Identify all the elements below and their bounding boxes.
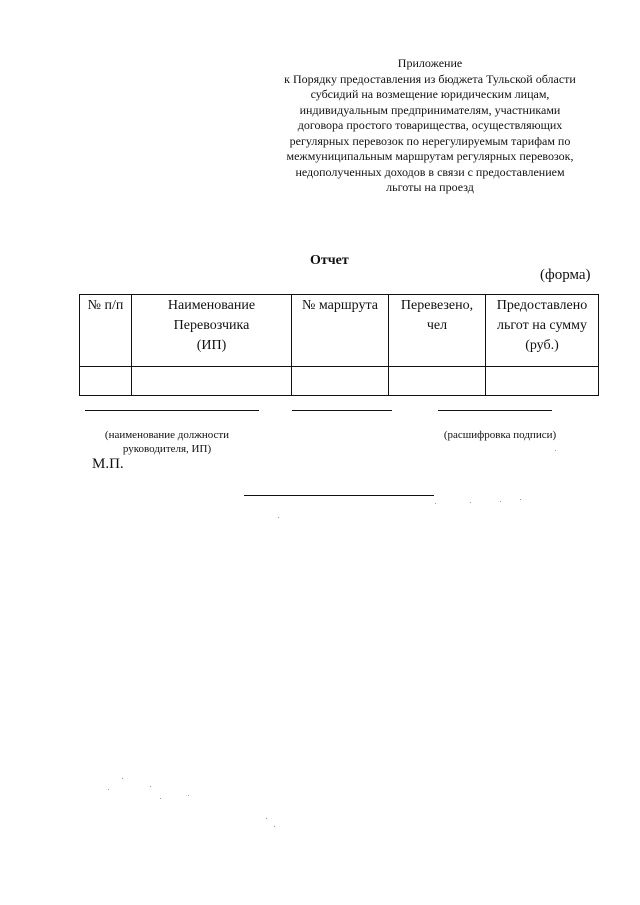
column-header-passengers: Перевезено, чел: [389, 295, 486, 367]
position-caption: (наименование должности руководителя, ИП): [104, 429, 230, 455]
table-cell[interactable]: [389, 367, 486, 396]
scan-speck: [122, 778, 123, 779]
appendix-line: субсидий на возмещение юридическим лицам,: [310, 87, 550, 101]
column-header-benefit-amount: Предоставлено льгот на сумму (руб.): [486, 295, 599, 367]
scan-speck: [278, 517, 279, 518]
appendix-line: к Порядку предоставления из бюджета Тульской области: [284, 71, 576, 86]
appendix-line: регулярных перевозок по нерегулируемым тарифам по: [289, 133, 571, 148]
report-title: Отчет: [310, 253, 349, 268]
table-cell[interactable]: [486, 367, 599, 396]
scan-speck: [160, 798, 161, 799]
stamp-placeholder: М.П.: [92, 456, 124, 472]
appendix-line: индивидуальным предпринимателям, участниками: [299, 102, 561, 117]
closing-line: [244, 495, 434, 496]
appendix-line: недополученных доходов в связи с предоставлением: [295, 164, 565, 179]
scan-speck: [108, 789, 109, 790]
appendix-line: межмуниципальным маршрутам регулярных перевозок,: [286, 149, 574, 163]
scan-speck: [520, 499, 521, 500]
appendix-line: договора простого товарищества, осуществляющих: [297, 118, 563, 132]
scan-speck: [435, 503, 436, 504]
appendix-line: льготы на проезд: [386, 180, 474, 194]
position-signature-line: [85, 410, 259, 411]
table-row: [80, 367, 599, 396]
table-cell[interactable]: [80, 367, 132, 396]
signature-line: [292, 410, 392, 411]
scan-speck: [150, 786, 151, 787]
scan-speck: [188, 795, 189, 796]
appendix-line: Приложение: [397, 56, 463, 70]
decryption-signature-line: [438, 410, 552, 411]
scan-speck: [274, 826, 275, 827]
scan-speck: [266, 818, 267, 819]
column-header-number: № п/п: [80, 295, 132, 367]
table-header-row: [80, 295, 599, 367]
scan-speck: [555, 450, 556, 451]
scan-speck: [470, 502, 471, 503]
form-note: (форма): [540, 267, 591, 283]
scan-speck: [500, 501, 501, 502]
appendix-header: [250, 56, 610, 196]
column-header-carrier-name: Наименование Перевозчика (ИП): [132, 295, 292, 367]
table-cell[interactable]: [132, 367, 292, 396]
decryption-caption: (расшифровка подписи): [443, 429, 557, 441]
report-table: [79, 294, 599, 396]
column-header-route-number: № маршрута: [292, 295, 389, 367]
table-cell[interactable]: [292, 367, 389, 396]
